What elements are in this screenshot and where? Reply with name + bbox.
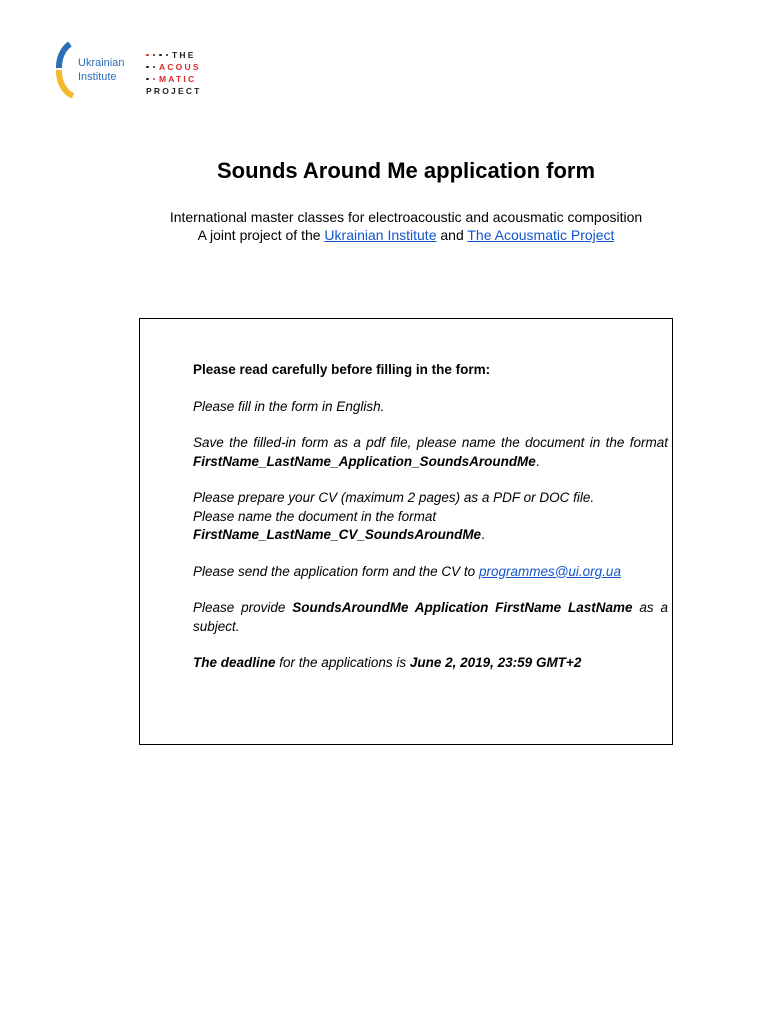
save-format-text: Save the filled-in form as a pdf file, please name the document in the format xyxy=(193,435,668,450)
instructions-heading: Please read carefully before filling in the form: xyxy=(193,362,491,377)
acous-logo-matic: MATIC xyxy=(159,74,197,84)
save-format-end: . xyxy=(535,453,540,469)
ui-logo-line2: Institute xyxy=(78,71,117,83)
subtitle-line2 xyxy=(0,226,768,244)
instruction-cv xyxy=(193,489,668,545)
instruction-deadline xyxy=(193,654,668,673)
cv-end: . xyxy=(481,527,485,542)
email-link[interactable]: programmes@ui.org.ua xyxy=(478,563,621,579)
deadline-mid: for the applications is xyxy=(275,655,410,670)
cv-line1: Please prepare your CV (maximum 2 pages) as a PDF or DOC file. xyxy=(193,490,595,505)
subtitle-and: and xyxy=(436,227,468,243)
instructions-box xyxy=(139,318,673,745)
ui-logo-line1: Ukrainian xyxy=(78,57,125,69)
acous-logo-the: THE xyxy=(172,50,196,60)
ukrainian-institute-mark-icon xyxy=(56,42,78,98)
acousmatic-project-link[interactable]: The Acousmatic Project xyxy=(467,227,615,243)
subtitle-prefix: A joint project of the xyxy=(197,227,325,243)
subject-start: Please provide xyxy=(193,600,293,615)
acous-logo-project: PROJECT xyxy=(146,86,202,96)
instruction-language: Please fill in the form in English. xyxy=(193,398,385,414)
subject-end: as a subject. xyxy=(193,600,668,634)
ukrainian-institute-logo xyxy=(56,42,136,98)
save-format-filename: FirstName_LastName_Application_SoundsAroundMe xyxy=(193,453,536,469)
subtitle-line1: International master classes for electroacoustic and acousmatic composition xyxy=(169,209,643,225)
deadline-date: June 2, 2019, 23:59 GMT+2 xyxy=(409,655,582,670)
cv-filename: FirstName_LastName_CV_SoundsAroundMe xyxy=(193,527,482,542)
cv-line2: Please name the document in the format xyxy=(193,508,437,524)
page-title: Sounds Around Me application form xyxy=(216,158,596,183)
logos xyxy=(56,42,216,98)
acousmatic-project-logo xyxy=(146,49,212,95)
deadline-label: The deadline xyxy=(193,655,276,670)
instruction-save-format xyxy=(193,434,668,471)
acous-logo-acous: ACOUS xyxy=(159,62,201,72)
ukrainian-institute-link[interactable]: Ukrainian Institute xyxy=(324,227,437,243)
subtitle xyxy=(0,208,768,244)
send-text: Please send the application form and the CV to xyxy=(193,563,479,579)
instruction-send xyxy=(193,563,668,582)
subject-text: SoundsAroundMe Application FirstName LastName xyxy=(292,600,633,615)
instruction-subject xyxy=(193,599,668,636)
